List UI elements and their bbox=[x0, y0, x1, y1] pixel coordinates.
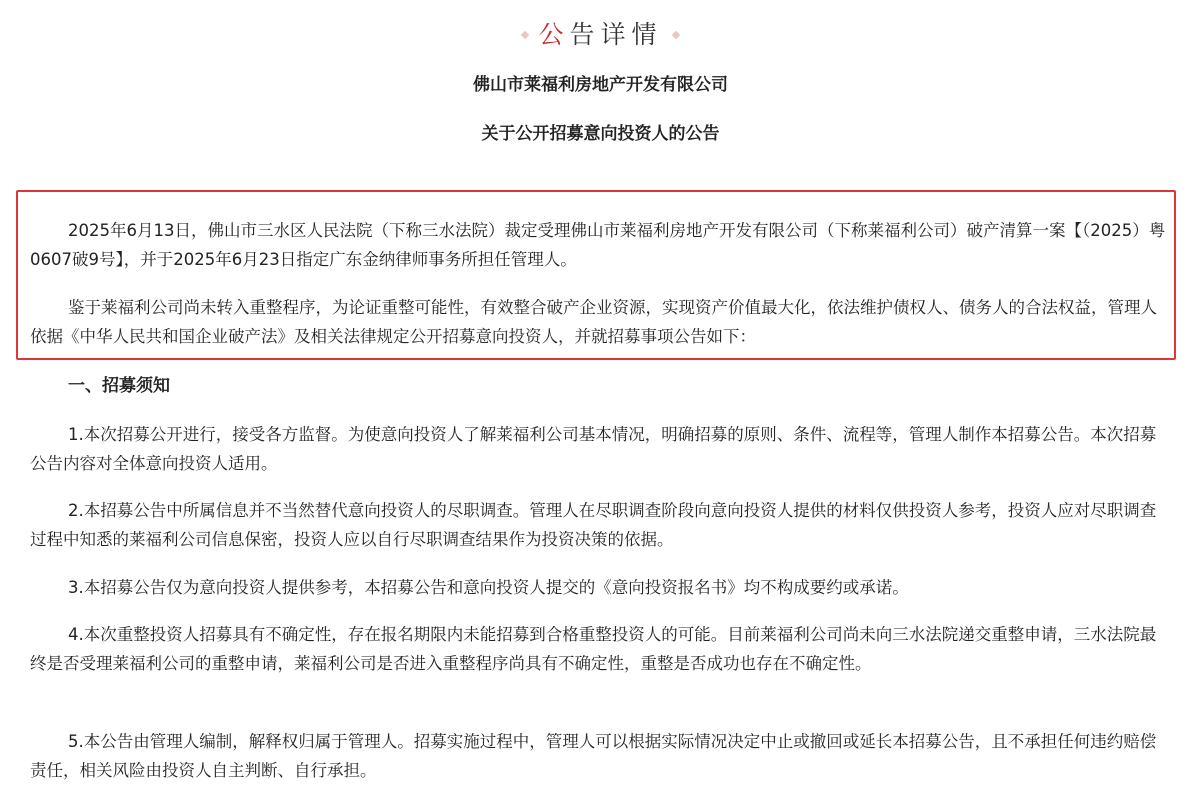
notice-item-2: 2.本招募公告中所属信息并不当然替代意向投资人的尽职调查。管理人在尽职调查阶段向意向投资人提供的材料仅供投资人参考，投资人应对尽职调查过程中知悉的莱福利公司信息保密，投资人应以自行尽职调查结果作为投资决策的依据。 bbox=[30, 501, 1157, 549]
announcement-subject: 关于公开招募意向投资人的公告 bbox=[481, 124, 720, 144]
notice-item-4: 4.本次重整投资人招募具有不确定性，存在报名期限内未能招募到合格重整投资人的可能。目前莱福利公司尚未向三水法院递交重整申请，三水法院最终是否受理莱福利公司的重整申请，莱福利公司是否进入重整程序尚具有不确定性，重整是否成功也存在不确定性。 bbox=[30, 625, 1157, 673]
intro-paragraph-1: 2025年6月13日，佛山市三水区人民法院（下称三水法院）裁定受理佛山市莱福利房地产开发有限公司（下称莱福利公司）破产清算一案【（2025）粤0607破9号】，并于2025年6月23日指定广东金纳律师事务所担任管理人。 bbox=[30, 221, 1166, 269]
page-title-accent: 公 bbox=[538, 20, 570, 49]
right-diamond-ornament-icon bbox=[671, 31, 679, 39]
notice-item-3: 3.本招募公告仅为意向投资人提供参考，本招募公告和意向投资人提交的《意向投资报名书》均不构成要约或承诺。 bbox=[68, 578, 909, 597]
page-header-inner bbox=[522, 18, 678, 52]
intro-paragraph-2: 鉴于莱福利公司尚未转入重整程序，为论证重整可能性，有效整合破产企业资源，实现资产价值最大化，依法维护债权人、债务人的合法权益，管理人依据《中华人民共和国企业破产法》及相关法律规定公开招募意向投资人，并就招募事项公告如下： bbox=[30, 298, 1157, 346]
page-title bbox=[538, 18, 662, 52]
notice-item-5: 5.本公告由管理人编制，解释权归属于管理人。招募实施过程中，管理人可以根据实际情况决定中止或撤回或延长本招募公告，且不承担任何违约赔偿责任，相关风险由投资人自主判断、自行承担。 bbox=[30, 732, 1157, 780]
section-heading: 一、招募须知 bbox=[68, 376, 170, 396]
left-diamond-ornament-icon bbox=[521, 31, 529, 39]
company-name: 佛山市莱福利房地产开发有限公司 bbox=[473, 75, 728, 95]
page-title-rest: 告详情 bbox=[569, 20, 663, 49]
page-header bbox=[0, 18, 1201, 58]
notice-item-1: 1.本次招募公开进行，接受各方监督。为使意向投资人了解莱福利公司基本情况，明确招募的原则、条件、流程等，管理人制作本招募公告。本次招募公告内容对全体意向投资人适用。 bbox=[30, 425, 1157, 473]
